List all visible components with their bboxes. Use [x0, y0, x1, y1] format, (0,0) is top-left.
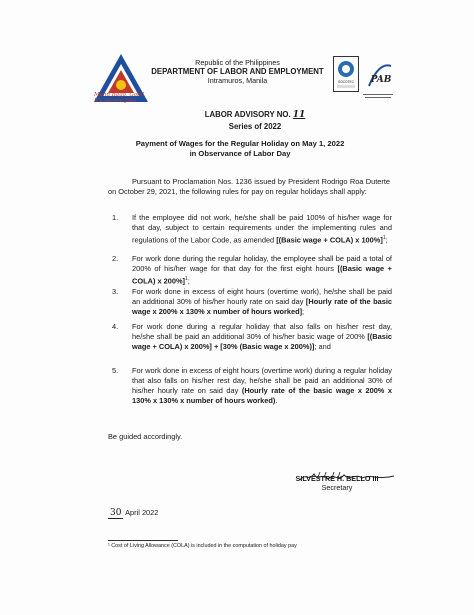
list-item	[112, 213, 392, 245]
closing-line: Be guided accordingly.	[108, 432, 183, 441]
advisory-number: 11	[292, 110, 306, 120]
list-item-number: 5.	[112, 366, 119, 375]
list-item-text	[132, 322, 392, 352]
intro-paragraph: Pursuant to Proclamation Nos. 1236 issued by President Rodrigo Roa Duterte on October 29, 2021, the following rules for pay on regular holidays shall apply:	[108, 177, 390, 196]
iso-certification-logo	[333, 56, 359, 92]
item-formula: (Hourly rate of the basic wage x 200% x 130% x 130% x number of hours worked)	[132, 386, 393, 405]
subject	[120, 139, 360, 159]
item-formula: [(Basic wage + COLA) x 200%]	[132, 264, 392, 286]
advisory-series: Series of 2022	[228, 122, 282, 131]
republic-label: Republic of the Philippines	[195, 58, 280, 67]
motto-line-2: It's decent jobs	[94, 98, 137, 104]
svg-text:PAB: PAB	[370, 75, 392, 85]
advisory-title	[185, 109, 325, 121]
item-tail: ;	[187, 276, 190, 286]
item-formula: [(Basic wage + COLA) x 200%] + [30% (Basic wage x 200%)]	[132, 332, 392, 351]
pab-caption	[360, 93, 396, 103]
item-body: For work done in excess of eight hours (overtime work) during a regular holiday that also falls on his/her rest day, he/she shall be paid an additional 30% of his/her hourly rate on said day	[132, 366, 392, 395]
document-date	[108, 508, 158, 518]
item-body: For work done during a regular holiday that also falls on his/her rest day, he/she shall be paid an additional 30% of his/her basic wage of 200%	[132, 322, 392, 341]
signatory-name: SILVESTRE H. BELLO III	[295, 474, 379, 483]
department-location: Intramuros, Manila	[207, 76, 268, 85]
dole-motto	[94, 92, 154, 104]
list-item-text	[132, 366, 392, 406]
list-item	[112, 254, 392, 286]
signatory-title: Secretary	[321, 483, 353, 492]
item-body: If the employee did not work, he/she shall be paid 100% of his/her wage for that day, subject to certain requirements under the implementing rules and regulations of the Labor Code, as amended	[132, 213, 392, 245]
item-tail: ;	[385, 235, 388, 245]
subject-line-1: Payment of Wages for the Regular Holiday on May 1, 2022	[135, 139, 345, 148]
item-body: For work done in excess of eight hours (overtime work), he/she shall be paid an additional 30% of his/her hourly rate on said day	[132, 287, 392, 306]
list-item-text	[132, 213, 392, 245]
item-formula: [Hourly rate of the basic wage x 200% x 130% x number of hours worked]	[132, 297, 393, 316]
list-item	[112, 366, 392, 406]
department-name: DEPARTMENT OF LABOR AND EMPLOYMENT	[151, 67, 324, 76]
list-item-number: 3.	[112, 287, 119, 296]
item-body: For work done during the regular holiday, the employee shall be paid a total of 200% of his/her wage for that day for the first eight hours	[132, 254, 392, 273]
pab-caption-lines-icon	[361, 93, 395, 101]
footnote-divider	[108, 540, 178, 541]
letterhead	[150, 58, 325, 85]
footnote-ref: 1	[184, 276, 188, 282]
list-item-number: 4.	[112, 322, 119, 331]
advisory-heading	[185, 109, 325, 132]
pab-logo-icon	[365, 60, 393, 90]
list-item	[112, 322, 392, 352]
certification-seal-icon	[334, 57, 358, 91]
date-month-year: April 2022	[125, 508, 159, 517]
list-item	[112, 287, 392, 317]
date-day: 30	[110, 508, 122, 518]
list-item-number: 2.	[112, 254, 119, 263]
item-tail: .	[275, 396, 278, 405]
svg-text:SOCOTEC: SOCOTEC	[338, 80, 354, 84]
advisory-title-prefix: LABOR ADVISORY NO.	[204, 110, 291, 119]
list-item-text	[132, 287, 392, 317]
list-item-text	[132, 254, 392, 286]
item-tail: ; and	[314, 342, 331, 351]
item-formula: [(Basic wage + COLA) x 100%]	[276, 235, 383, 245]
list-item-number: 1.	[112, 213, 119, 222]
footnote-ref: 1	[382, 235, 386, 241]
motto-line-1: Mann Bago, Golo!	[94, 92, 145, 98]
item-tail: ;	[302, 307, 305, 316]
footnote: ¹ Cost of Living Allowance (COLA) is included in the computation of holiday pay	[108, 543, 297, 549]
subject-line-2: in Observance of Labor Day	[189, 149, 291, 158]
